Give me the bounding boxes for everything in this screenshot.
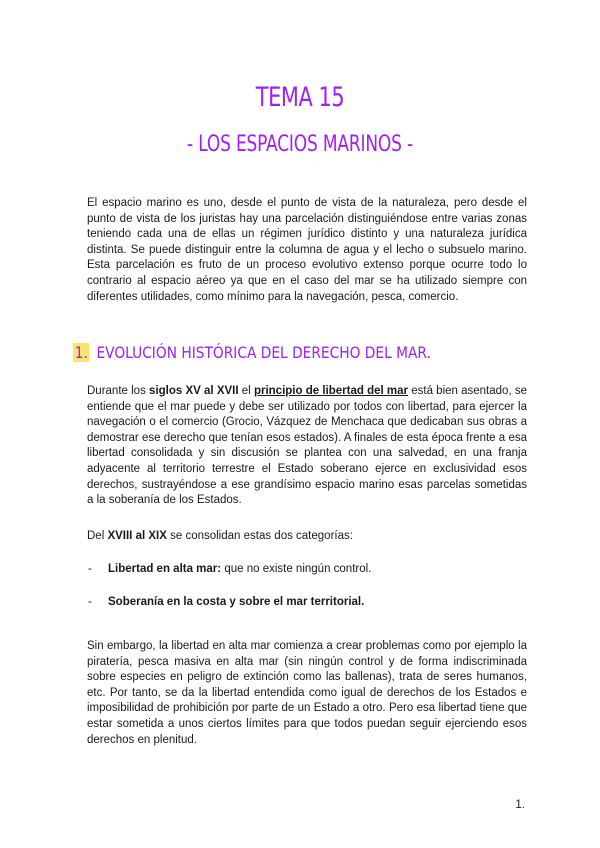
intro-paragraph: El espacio marino es uno, desde el punto de vista de la naturaleza, pero desde el punto de vista de los juristas hay una parcelación distinguiéndose entre varias zonas teniendo cada una de ellas un régimen jurídico distinto y una naturaleza jurídica distinta. Se puede distinguir entre la columna de agua y el lecho o subsuelo marino. Esta parcelación es fruto de un proceso evolutivo extenso porque ocurre todo lo contrario al espacio aéreo ya que en el caso del mar se ha utilizado siempre con diferentes utilidades, como mínimo para la navegación, pesca, comercio.	[87, 197, 527, 303]
bullet-rest: que no existe ningún control.	[221, 563, 372, 575]
p2-text-c: el	[238, 385, 254, 397]
list-item	[88, 595, 364, 611]
history-paragraph	[87, 384, 527, 509]
categories-intro	[87, 529, 527, 545]
bullet-bold: Soberanía en la costa y sobre el mar territorial.	[108, 596, 365, 608]
list-item	[88, 562, 371, 578]
page-number: 1.	[515, 799, 525, 811]
page-title: TEMA 15	[255, 82, 345, 113]
page-subtitle: - LOS ESPACIOS MARINOS -	[187, 132, 413, 157]
bullet-bold: Libertad en alta mar:	[108, 563, 222, 575]
p2-underline-principle: principio de libertad del mar	[253, 385, 409, 397]
section-number: 1.	[74, 343, 88, 362]
problems-paragraph: Sin embargo, la libertad en alta mar comienza a crear problemas como por ejemplo la piratería, pesca masiva en alta mar (sin ningún control y de forma indiscriminada sobre especies en peligro de extinción como las ballenas), trata de seres humanos, etc. Por tanto, se da la libertad entendida como igual de derechos de los Estados e imposibilidad de prohibición por parte de un Estado a otro. Pero esa libertad tiene que estar sometida a unos ciertos límites para que todos puedan seguir ejerciendo esos derechos en plenitud.	[87, 640, 527, 746]
section-heading	[73, 343, 431, 362]
bullet-dash: -	[88, 596, 92, 608]
p2-text-e: está bien asentado, se entiende que el mar puede y debe ser utilizado por todos con libertad, para ejercer la navegación o el comercio (Grocio, Vázquez de Menchaca que dedicaban sus obras a demostrar ese derecho que tenían esos estados). A finales de esta época frente a esa libertad consolidada y sin discusión se plantea con una salvedad, en una franja adyacente al territorio terrestre el Estado soberano ejerce en exclusividad esos derechos, sustrayéndose a ese grandísimo espacio marino esas parcelas sometidas a la soberanía de los Estados.	[87, 385, 527, 507]
p2-bold-centuries: siglos XV al XVII	[149, 385, 239, 397]
p3-text-a: Del	[87, 530, 108, 542]
p3-text-c: se consolidan estas dos categorías:	[166, 530, 353, 542]
bullet-dash: -	[88, 563, 92, 575]
p2-text-a: Durante los	[87, 385, 150, 397]
section-title: EVOLUCIÓN HISTÓRICA DEL DERECHO DEL MAR.	[96, 343, 431, 362]
p3-bold-centuries: XVIII al XIX	[107, 530, 167, 542]
p2-bold-principle	[254, 385, 408, 397]
